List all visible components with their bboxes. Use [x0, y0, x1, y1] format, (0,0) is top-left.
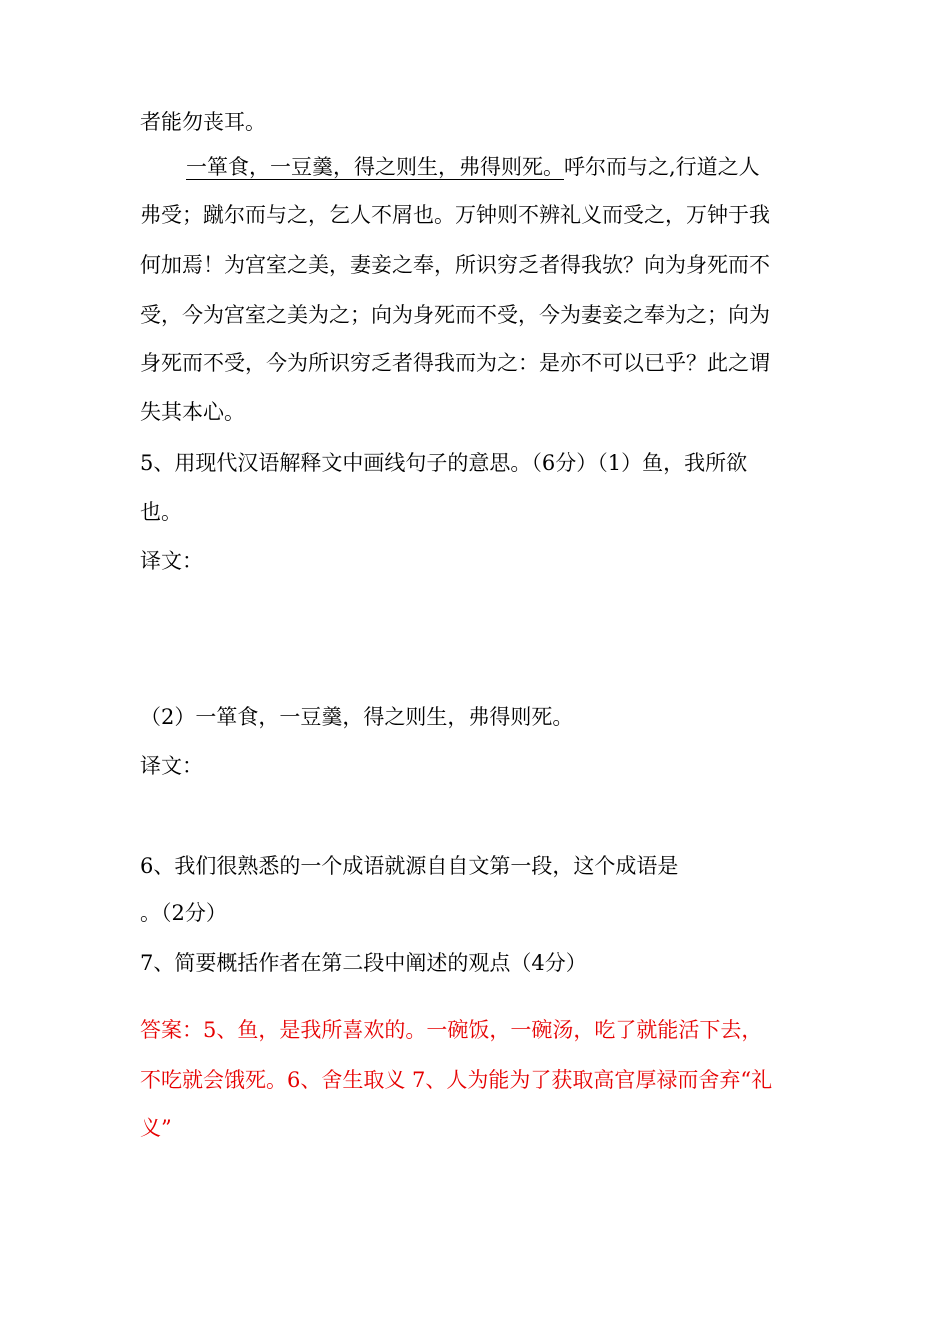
answer-line: 义” [140, 1116, 172, 1140]
translation-label: 译文： [140, 549, 203, 573]
passage-line: 失其本心。 [140, 400, 245, 424]
question-5-part-2: （2）一箪食，一豆羹，得之则生，弗得则死。 [140, 705, 574, 729]
passage-line: 弗受；蹴尔而与之，乞人不屑也。万钟则不辨礼义而受之，万钟于我 [140, 203, 770, 227]
answer-line: 不吃就会饿死。6、舍生取义 7、人为能为了获取高官厚禄而舍弃“礼 [140, 1068, 773, 1092]
question-5: 5、用现代汉语解释文中画线句子的意思。（6分）（1）鱼，我所欲 [140, 451, 748, 475]
question-6-continued: 。（2分） [140, 901, 227, 925]
question-6: 6、我们很熟悉的一个成语就源自自文第一段，这个成语是 [140, 854, 679, 878]
question-7: 7、简要概括作者在第二段中阐述的观点（4分） [140, 951, 587, 975]
passage-line: 身死而不受，今为所识穷乏者得我而为之：是亦不可以已乎？此之谓 [140, 351, 770, 375]
translation-label: 译文： [140, 754, 203, 778]
passage-line: 者能勿丧耳。 [140, 110, 266, 134]
underlined-sentence: 一箪食，一豆羹，得之则生，弗得则死。 [186, 155, 564, 179]
passage-line [186, 152, 866, 182]
answer-line: 答案：5、鱼，是我所喜欢的。一碗饭，一碗汤，吃了就能活下去， [140, 1018, 763, 1042]
passage-text: 呼尔而与之,行道之人 [564, 155, 760, 179]
passage-line: 受，今为宫室之美为之；向为身死而不受，今为妻妾之奉为之；向为 [140, 303, 770, 327]
passage-line: 何加焉！为宫室之美，妻妾之奉，所识穷乏者得我欤？向为身死而不 [140, 253, 770, 277]
question-5-continued: 也。 [140, 500, 182, 524]
